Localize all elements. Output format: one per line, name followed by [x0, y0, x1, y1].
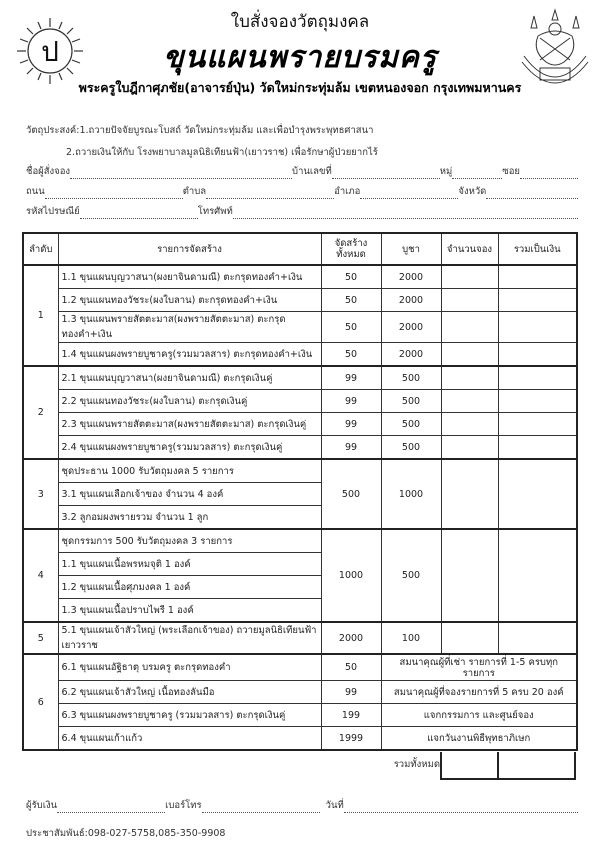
price: 2000 — [381, 312, 441, 343]
total-made: 2000 — [321, 622, 381, 654]
table-row — [23, 704, 577, 727]
table-row — [23, 459, 577, 483]
item-name: 2.3 ขุนแผนพรายสัตตะมาส(ผงพรายสัตตะมาส) ตะกรุดเงินคู่ — [58, 413, 321, 436]
header-sum: รวมเป็นเงิน — [498, 233, 577, 265]
table-row — [23, 390, 577, 413]
qty-cell[interactable] — [441, 622, 498, 654]
price: 2000 — [381, 265, 441, 289]
item-name: 2.1 ขุนแผนบุญวาสนา(ผงยาจินดามณี) ตะกรุดเงินคู่ — [58, 366, 321, 390]
total-made: 50 — [321, 312, 381, 343]
item-name: 1.1 ขุนแผนบุญวาสนา(ผงยาจินดามณี) ตะกรุดทองคำ+เงิน — [58, 265, 321, 289]
item-name: 1.1 ขุนแผนเนื้อพรหมจุติ 1 องค์ — [58, 553, 321, 576]
total-made: 500 — [321, 459, 381, 529]
sum-cell[interactable] — [498, 366, 577, 390]
province-field[interactable] — [486, 189, 578, 199]
qty-cell[interactable] — [441, 312, 498, 343]
bonus-note: สมนาคุณผู้ที่เช่า รายการที่ 1-5 ครบทุกรายการ — [381, 654, 577, 681]
total-made: 99 — [321, 681, 381, 704]
price: 100 — [381, 622, 441, 654]
road-label: ถนน — [26, 186, 45, 197]
bonus-note: แจกวันงานพิธีพุทธาภิเษก — [381, 727, 577, 751]
form-row-name — [26, 164, 578, 179]
header-price: บูชา — [381, 233, 441, 265]
name-label: ชื่อผู้สั่งจอง — [26, 166, 71, 177]
header-total-made: จัดสร้างทั้งหมด — [321, 233, 381, 265]
total-made: 50 — [321, 654, 381, 681]
price: 500 — [381, 413, 441, 436]
item-name: 1.2 ขุนแผนทองวัชระ(ผงใบลาน) ตะกรุดทองคำ+เงิน — [58, 289, 321, 312]
total-made: 50 — [321, 343, 381, 367]
receiver-phone-field[interactable] — [202, 803, 320, 813]
table-row — [23, 413, 577, 436]
item-name: 2.2 ขุนแผนทองวัชระ(ผงใบลาน) ตะกรุดเงินคู่ — [58, 390, 321, 413]
qty-cell[interactable] — [441, 390, 498, 413]
total-made: 99 — [321, 366, 381, 390]
receiver-row — [26, 798, 578, 813]
moo-field[interactable] — [452, 169, 502, 179]
item-name: 6.2 ขุนแผนเจ้าสัวใหญ่ เนื้อทองลันมือ — [58, 681, 321, 704]
qty-cell[interactable] — [441, 366, 498, 390]
sum-cell[interactable] — [498, 265, 577, 289]
sum-cell[interactable] — [498, 390, 577, 413]
bonus-note: แจกกรรมการ และศูนย์จอง — [381, 704, 577, 727]
grand-total-label: รวมทั้งหมด — [393, 759, 440, 770]
total-made: 1999 — [321, 727, 381, 751]
left-logo-glyph: ป — [41, 35, 59, 68]
sum-cell[interactable] — [498, 436, 577, 460]
sum-cell[interactable] — [498, 529, 577, 622]
price: 2000 — [381, 289, 441, 312]
sum-cell[interactable] — [498, 312, 577, 343]
tambon-field[interactable] — [206, 189, 334, 199]
purpose-line-1: วัตถุประสงค์:1.ถวายปัจจัยบูรณะโบสถ์ วัดใหม่กระทุ่มล้ม และเพื่อบำรุงพระพุทธศาสนา — [26, 125, 374, 136]
total-made: 50 — [321, 265, 381, 289]
item-name: 6.3 ขุนแผนผงพรายบูชาครู (รวมมวลสาร) ตะกรุดเงินคู่ — [58, 704, 321, 727]
postcode-label: รหัสไปรษณีย์ — [26, 206, 80, 217]
sum-cell[interactable] — [498, 289, 577, 312]
total-made: 50 — [321, 289, 381, 312]
form-row-address — [26, 184, 578, 199]
qty-cell[interactable] — [441, 436, 498, 460]
date-field[interactable] — [344, 803, 578, 813]
item-name: 1.3 ขุนแผนเนื้อปราบไพรี 1 องค์ — [58, 599, 321, 623]
table-row — [23, 681, 577, 704]
phone-label: โทรศัพท์ — [197, 206, 233, 217]
header-order: ลำดับ — [23, 233, 58, 265]
price: 500 — [381, 366, 441, 390]
qty-cell[interactable] — [441, 343, 498, 367]
receiver-label: ผู้รับเงิน — [26, 800, 58, 811]
item-name: 1.4 ขุนแผนผงพรายบูชาครู(รวมมวลสาร) ตะกรุดทองคำ+เงิน — [58, 343, 321, 367]
price: 500 — [381, 529, 441, 622]
item-name: 6.4 ขุนแผนเก้าแก้ว — [58, 727, 321, 751]
table-row — [23, 289, 577, 312]
header-qty: จำนวนจอง — [441, 233, 498, 265]
purpose-line-2: 2.ถวายเงินให้กับ โรงพยาบาลมูลนิธิเทียนฟ้า(เยาวราช) เพื่อรักษาผู้ป่วยยากไร้ — [66, 147, 378, 158]
grand-total-qty[interactable] — [440, 752, 499, 780]
qty-cell[interactable] — [441, 459, 498, 529]
amulet-title: ขุนแผนพรายบรมครู — [163, 40, 437, 75]
table-row — [23, 654, 577, 681]
item-name: 2.4 ขุนแผนผงพรายบูชาครู(รวมมวลสาร) ตะกรุดเงินคู่ — [58, 436, 321, 460]
sum-cell[interactable] — [498, 622, 577, 654]
table-row — [23, 265, 577, 289]
soi-label: ซอย — [502, 166, 520, 177]
sum-cell[interactable] — [498, 413, 577, 436]
table-row — [23, 436, 577, 460]
group-number: 5 — [23, 622, 58, 654]
group-number: 2 — [23, 366, 58, 459]
price: 500 — [381, 436, 441, 460]
moo-label: หมู่ — [439, 166, 453, 177]
header-item: รายการจัดสร้าง — [58, 233, 321, 265]
group-number: 4 — [23, 529, 58, 622]
name-field[interactable] — [70, 169, 292, 179]
total-made: 99 — [321, 390, 381, 413]
sum-cell[interactable] — [498, 343, 577, 367]
total-made: 99 — [321, 436, 381, 460]
qty-cell[interactable] — [441, 529, 498, 622]
form-title: ใบสั่งจองวัตถุมงคล — [230, 12, 370, 32]
amphoe-field[interactable] — [360, 189, 458, 199]
order-table — [22, 232, 578, 751]
group-number: 3 — [23, 459, 58, 529]
qty-cell[interactable] — [441, 413, 498, 436]
soi-field[interactable] — [520, 169, 578, 179]
grand-total-sum[interactable] — [497, 752, 576, 780]
bonus-note: สมนาคุณผู้ที่จองรายการที่ 5 ครบ 20 องค์ — [381, 681, 577, 704]
item-name: ชุดประธาน 1000 รับวัตถุมงคล 5 รายการ — [58, 459, 321, 483]
total-made: 199 — [321, 704, 381, 727]
item-name: ชุดกรรมการ 500 รับวัตถุมงคล 3 รายการ — [58, 529, 321, 553]
table-row — [23, 343, 577, 367]
temple-subtitle: พระครูใบฎีกาศุภชัย(อาจารย์ปุ่น) วัดใหม่กระทุ่มล้ม เขตหนองจอก กรุงเทพมหานคร — [78, 80, 522, 95]
province-label: จังหวัด — [458, 186, 487, 197]
receiver-field[interactable] — [57, 803, 165, 813]
table-row — [23, 529, 577, 553]
item-name: 3.1 ขุนแผนเลือกเจ้าของ จำนวน 4 องค์ — [58, 483, 321, 506]
price: 1000 — [381, 459, 441, 529]
price: 2000 — [381, 343, 441, 367]
total-made: 99 — [321, 413, 381, 436]
total-made: 1000 — [321, 529, 381, 622]
price: 500 — [381, 390, 441, 413]
house-field[interactable] — [332, 169, 440, 179]
house-label: บ้านเลขที่ — [292, 166, 332, 177]
item-name: 1.2 ขุนแผนเนื้อศุภมงคล 1 องค์ — [58, 576, 321, 599]
item-name: 6.1 ขุนแผนอัฐิธาตุ บรมครู ตะกรุดทองคำ — [58, 654, 321, 681]
qty-cell[interactable] — [441, 289, 498, 312]
qty-cell[interactable] — [441, 265, 498, 289]
table-row — [23, 622, 577, 654]
item-name: 3.2 ลูกอมผงพรายรวม จำนวน 1 ลูก — [58, 506, 321, 530]
amphoe-label: อำเภอ — [334, 186, 361, 197]
receiver-phone-label: เบอร์โทร — [165, 800, 202, 811]
date-label: วันที่ — [325, 800, 344, 811]
table-row — [23, 312, 577, 343]
form-row-contact — [26, 204, 578, 219]
sum-cell[interactable] — [498, 459, 577, 529]
table-row — [23, 366, 577, 390]
item-name: 1.3 ขุนแผนพรายสัตตะมาส(ผงพรายสัตตะมาส) ตะกรุดทองคำ+เงิน — [58, 312, 321, 343]
table-row — [23, 727, 577, 751]
table-header-row — [23, 233, 577, 265]
contact-info: ประชาสัมพันธ์:098-027-5758,085-350-9908 — [26, 828, 226, 839]
group-number: 1 — [23, 265, 58, 366]
road-field[interactable] — [45, 189, 183, 199]
tambon-label: ตำบล — [182, 186, 207, 197]
postcode-field[interactable] — [80, 209, 198, 219]
group-number: 6 — [23, 654, 58, 750]
phone-field[interactable] — [233, 209, 578, 219]
item-name: 5.1 ขุนแผนเจ้าสัวใหญ่ (พระเลือกเจ้าของ) ถวายมูลนิธิเทียนฟ้า เยาวราช — [58, 622, 321, 654]
